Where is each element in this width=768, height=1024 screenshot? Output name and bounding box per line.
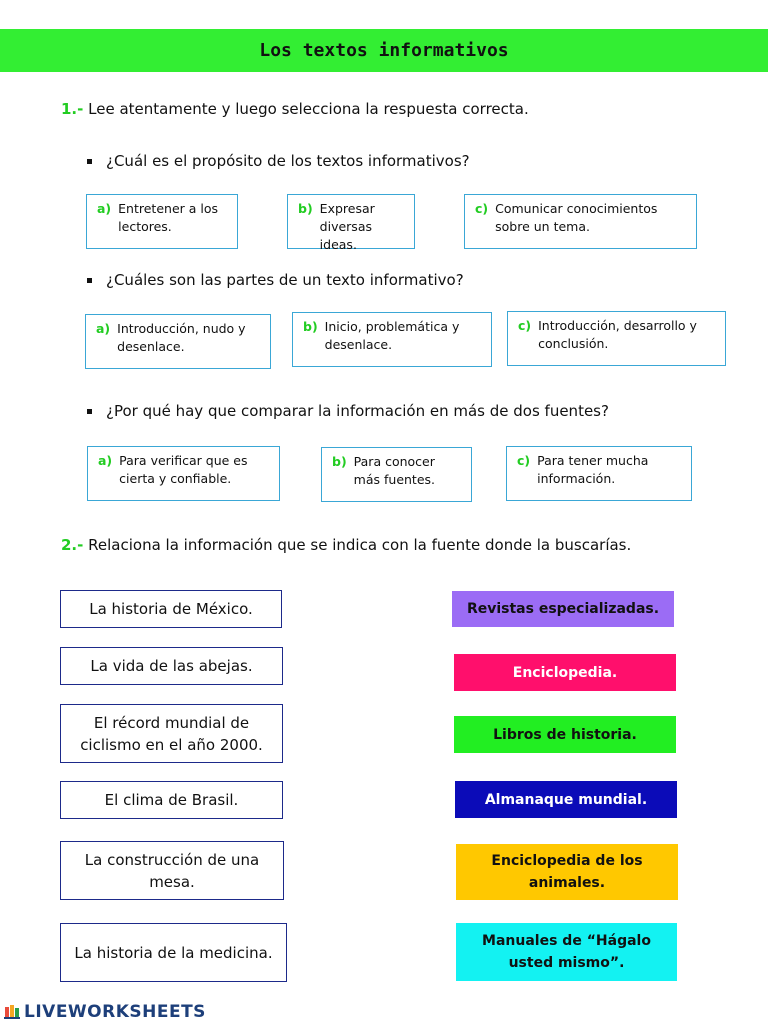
option-text: Inicio, problemática y desenlace. <box>324 319 460 352</box>
bullet-icon <box>87 278 92 283</box>
source-box[interactable] <box>454 654 676 691</box>
option-letter: b) <box>298 201 313 216</box>
option-letter: b) <box>332 454 347 469</box>
topic-text: La historia de México. <box>89 600 253 618</box>
option-letter: b) <box>303 319 318 334</box>
option-text: Para tener mucha información. <box>537 453 649 486</box>
section2-instruction-text: Relaciona la información que se indica con la fuente donde la buscarías. <box>88 536 632 554</box>
option-text: Entretener a los lectores. <box>118 201 219 234</box>
topic-box[interactable] <box>60 923 287 982</box>
source-text: Libros de historia. <box>493 726 637 743</box>
q1-option-b[interactable] <box>287 194 415 252</box>
q2-option-b[interactable] <box>292 312 492 367</box>
topic-text: La construcción de una mesa. <box>84 850 260 891</box>
option-letter: a) <box>97 201 112 216</box>
question-1-text: ¿Cuál es el propósito de los textos informativos? <box>106 152 470 170</box>
section2-number: 2.- <box>61 536 84 554</box>
q1-option-a[interactable] <box>86 194 238 249</box>
source-box[interactable] <box>452 591 674 627</box>
q3-option-c[interactable] <box>506 446 692 501</box>
topic-text: El récord mundial de ciclismo en el año 2000. <box>80 713 263 754</box>
option-letter: c) <box>517 453 531 468</box>
q3-option-b[interactable] <box>321 447 472 502</box>
topic-text: La vida de las abejas. <box>90 657 253 675</box>
source-text: Manuales de “Hágalo usted mismo”. <box>482 933 651 971</box>
question-3 <box>87 402 609 420</box>
brand-name: LIVEWORKSHEETS <box>24 1002 206 1022</box>
option-text: Para verificar que es cierta y confiable. <box>119 453 248 486</box>
source-text: Revistas especializadas. <box>466 601 660 617</box>
source-box[interactable] <box>456 844 678 900</box>
bullet-icon <box>87 409 92 414</box>
topic-box[interactable] <box>60 704 283 763</box>
option-letter: c) <box>475 201 489 216</box>
question-3-text: ¿Por qué hay que comparar la información en más de dos fuentes? <box>106 402 609 420</box>
title-banner <box>0 29 768 72</box>
section1-instruction <box>61 100 529 118</box>
topic-text: La historia de la medicina. <box>74 943 273 962</box>
option-text: Comunicar conocimientos sobre un tema. <box>495 201 658 234</box>
source-box[interactable] <box>456 923 677 981</box>
section1-number: 1.- <box>61 100 84 118</box>
option-text: Para conocer más fuentes. <box>353 454 436 487</box>
q3-option-a[interactable] <box>87 446 280 501</box>
source-text: Enciclopedia de los animales. <box>491 853 643 891</box>
liveworksheets-logo-icon <box>4 1003 24 1021</box>
topic-box[interactable] <box>60 841 284 900</box>
source-box[interactable] <box>455 781 677 818</box>
bullet-icon <box>87 159 92 164</box>
q2-option-a[interactable] <box>85 314 271 369</box>
topic-text: El clima de Brasil. <box>104 791 239 809</box>
option-text: Expresar diversas ideas. <box>319 201 375 252</box>
section1-instruction-text: Lee atentamente y luego selecciona la respuesta correcta. <box>88 100 529 118</box>
option-text: Introducción, desarrollo y conclusión. <box>538 318 697 351</box>
question-2 <box>87 271 464 289</box>
source-text: Almanaque mundial. <box>484 791 648 808</box>
source-box[interactable] <box>454 716 676 753</box>
section2-instruction <box>61 536 631 554</box>
q2-option-c[interactable] <box>507 311 726 366</box>
option-text: Introducción, nudo y desenlace. <box>117 321 246 354</box>
option-letter: a) <box>98 453 113 468</box>
topic-box[interactable] <box>60 647 283 685</box>
topic-box[interactable] <box>60 590 282 628</box>
option-letter: c) <box>518 318 532 333</box>
question-2-text: ¿Cuáles son las partes de un texto informativo? <box>106 271 464 289</box>
topic-box[interactable] <box>60 781 283 819</box>
q1-option-c[interactable] <box>464 194 697 249</box>
question-1 <box>87 152 470 170</box>
option-letter: a) <box>96 321 111 336</box>
footer-brand <box>4 1000 206 1024</box>
page-title: Los textos informativos <box>259 40 509 61</box>
source-text: Enciclopedia. <box>512 664 618 681</box>
